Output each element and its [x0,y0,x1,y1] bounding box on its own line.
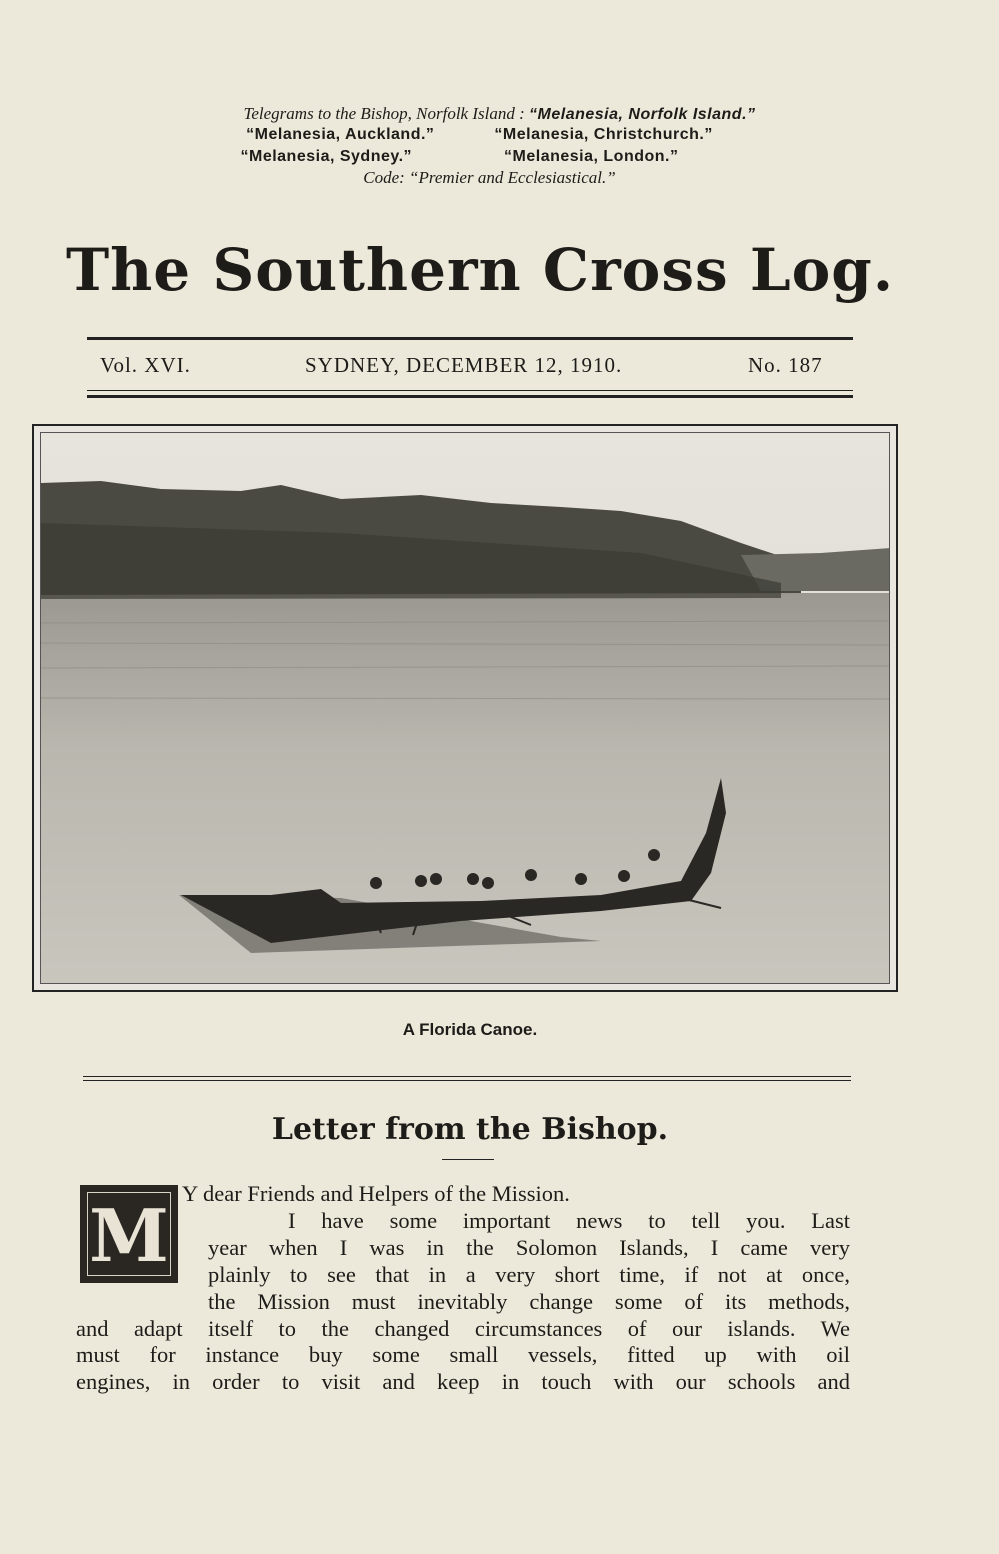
masthead-rule-bottom-1 [87,390,853,391]
telegram-address: “Melanesia, Christchurch.” [494,126,713,143]
article-line: must for instance buy some small vessels, fitted up with oil [76,1342,850,1367]
photo-florida-canoe [32,424,898,992]
telegram-line-1 [0,104,999,124]
article-line: engines, in order to visit and keep in touch with our schools and [76,1369,850,1394]
article-line: and adapt itself to the changed circumstances of our islands. We [76,1316,850,1341]
photo-image [40,432,890,984]
telegram-line-2 [0,126,979,144]
drop-cap [80,1185,178,1283]
section-rule-2 [83,1080,851,1081]
telegram-address: “Melanesia, Norfolk Island.” [529,106,756,123]
drop-cap-letter: M [87,1192,171,1276]
volume: Vol. XVI. [100,353,191,377]
masthead-rule-bottom-2 [87,395,853,398]
article-line: Y dear Friends and Helpers of the Mission. [182,1181,570,1206]
article-line: plainly to see that in a very short time, if not at once, [208,1262,850,1287]
article-line: year when I was in the Solomon Islands, I came very [208,1235,850,1260]
telegram-line-3 [0,148,959,166]
section-rule-1 [83,1076,851,1077]
article-line: the Mission must inevitably change some of its methods, [208,1289,850,1314]
telegram-code: Code: “Premier and Ecclesiastical.” [363,168,616,187]
telegram-intro: Telegrams to the Bishop, Norfolk Island : [243,104,525,123]
canoe-photo-illustration [41,433,890,984]
photo-caption: A Florida Canoe. [402,1020,538,1039]
article-heading: Letter from the Bishop. [271,1112,669,1147]
telegram-address: “Melanesia, Sydney.” [240,148,413,165]
dateline: SYDNEY, DECEMBER 12, 1910. [305,353,623,377]
article-line: I have some important news to tell you. Last [288,1208,850,1233]
issue-number: No. 187 [748,353,823,377]
masthead-rule-top [87,337,853,340]
heading-rule [442,1159,494,1160]
masthead-title: The Southern Cross Log. [65,236,895,304]
telegram-address: “Melanesia, London.” [504,148,679,165]
telegram-address: “Melanesia, Auckland.” [246,126,435,143]
